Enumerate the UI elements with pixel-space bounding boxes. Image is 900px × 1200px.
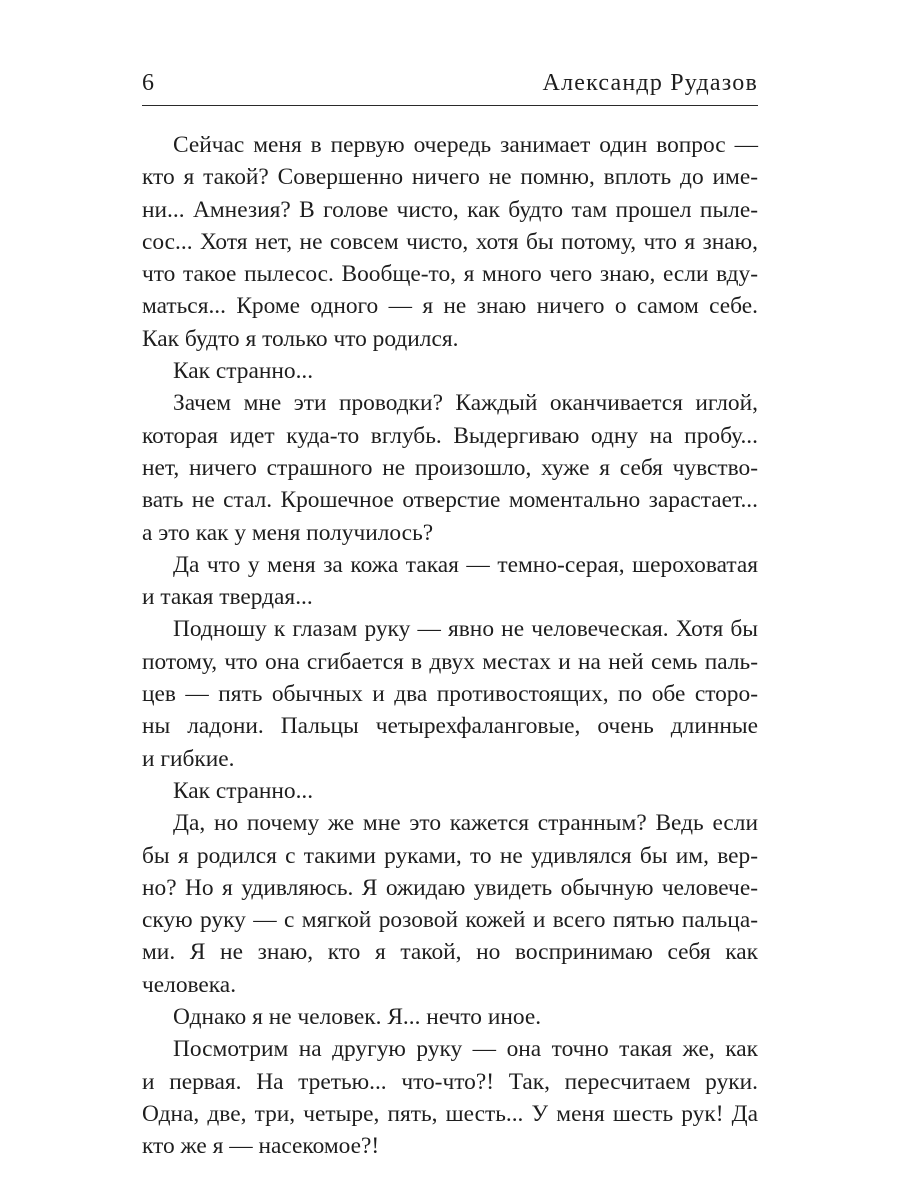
text-line: потому, что она сгибается в двух местах и на ней семь паль- — [142, 648, 758, 675]
paragraph — [142, 1001, 758, 1033]
text-line: цев — пять обычных и два противостоящих, по обе сторо- — [142, 681, 758, 708]
paragraph — [142, 129, 758, 355]
text-line: и первая. На третью... что-что?! Так, пересчитаем руки. — [142, 1068, 758, 1095]
text-line: Как будто я только что родился. — [142, 325, 459, 352]
text-line: Одна, две, три, четыре, пять, шесть... У меня шесть рук! Да — [142, 1100, 758, 1127]
text-line: Однако я не человек. Я... нечто иное. — [173, 1004, 542, 1031]
text-line: сос... Хотя нет, не совсем чисто, хотя бы потому, что я знаю, — [142, 228, 758, 255]
text-line: Зачем мне эти проводки? Каждый оканчивается иглой, — [173, 390, 758, 417]
text-line: ми. Я не знаю, кто я такой, но воспринимаю себя как — [142, 939, 758, 966]
text-line: Подношу к глазам руку — явно не человеческая. Хотя бы — [173, 616, 758, 643]
text-line: кто же я — насекомое?! — [142, 1133, 380, 1160]
text-line: Посмотрим на другую руку — она точно такая же, как — [173, 1036, 758, 1063]
text-line: и гибкие. — [142, 745, 235, 772]
text-line: а это как у меня получилось? — [142, 519, 434, 546]
text-line: маться... Кроме одного — я не знаю ничего о самом себе. — [142, 293, 758, 320]
paragraph — [142, 387, 758, 548]
paragraph — [142, 775, 758, 807]
body-text — [142, 129, 758, 1163]
text-line: которая идет куда-то вглубь. Выдергиваю одну на пробу... — [142, 422, 758, 449]
text-line: скую руку — с мягкой розовой кожей и всего пятью пальца- — [142, 907, 758, 934]
text-line: Сейчас меня в первую очередь занимает один вопрос — — [173, 132, 758, 158]
paragraph — [142, 355, 758, 387]
paragraph — [142, 613, 758, 774]
running-head-author: Александр Рудазов — [542, 70, 758, 96]
text-line: Да, но почему же мне это кажется странным? Ведь если — [173, 810, 758, 837]
text-line: но? Но я удивляюсь. Я ожидаю увидеть обычную человече- — [142, 874, 758, 901]
paragraph — [142, 1033, 758, 1162]
text-line: ны ладони. Пальцы четырехфаланговые, очень длинные — [142, 713, 758, 740]
header-rule — [142, 105, 758, 106]
text-line: кто я такой? Совершенно ничего не помню, вплоть до име- — [142, 164, 758, 191]
page-header — [142, 60, 758, 100]
text-line: вать не стал. Крошечное отверстие моментально зарастает... — [142, 487, 758, 514]
text-line: ни... Амнезия? В голове чисто, как будто там прошел пыле- — [142, 196, 758, 223]
page-number: 6 — [142, 70, 154, 96]
text-line: человека. — [142, 971, 237, 998]
text-line: что такое пылесос. Вообще-то, я много чего знаю, если вду- — [142, 261, 758, 288]
paragraph — [142, 549, 758, 614]
text-line: Как странно... — [173, 777, 314, 804]
text-line: нет, ничего страшного не произошло, хуже я себя чувство- — [142, 454, 758, 481]
text-line: Да что у меня за кожа такая — темно-серая, шероховатая — [173, 551, 758, 578]
text-line: и такая твердая... — [142, 584, 313, 611]
text-line: бы я родился с такими руками, то не удивлялся бы им, вер- — [142, 842, 758, 869]
paragraph — [142, 807, 758, 1001]
text-line: Как странно... — [173, 358, 314, 385]
